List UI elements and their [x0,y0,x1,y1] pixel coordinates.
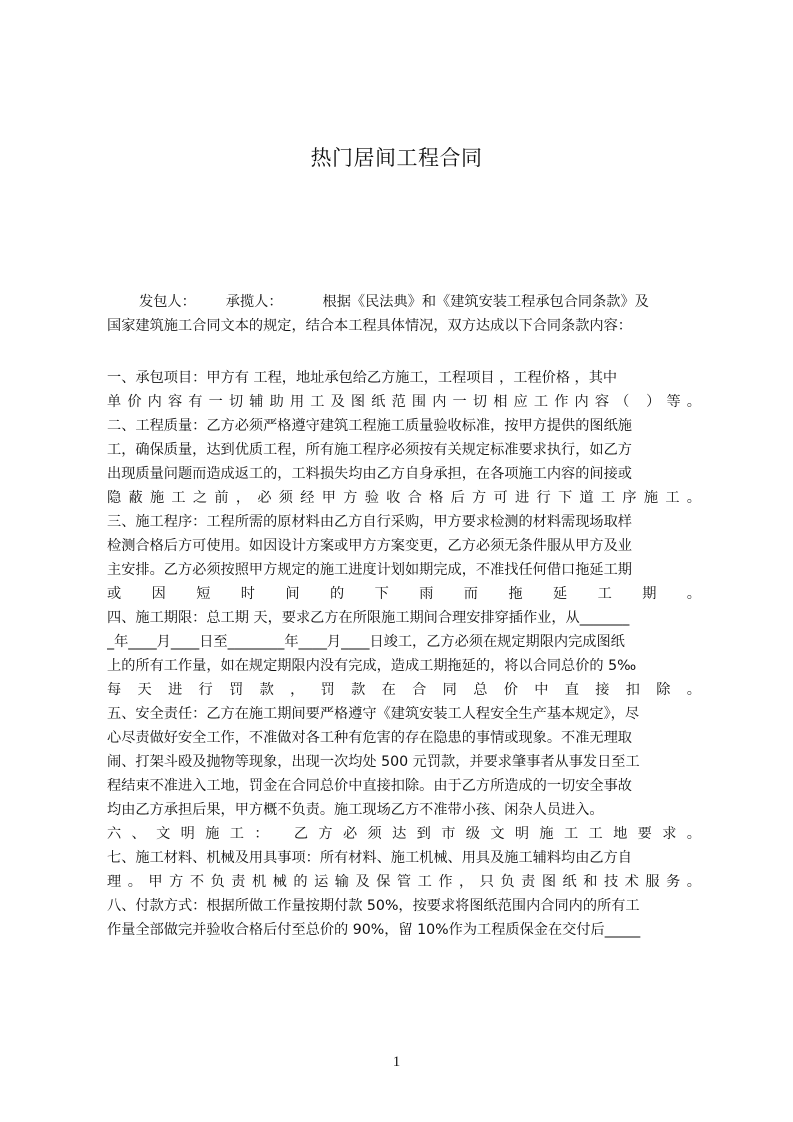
clause-line: 八、付款方式：根据所做工作量按期付款 50%，按要求将图纸范围内合同内的所有工 [107,898,640,914]
clause-line: 闹、打架斗殴及抛物等现象，出现一次均处 500 元罚款，并要求肇事者从事发日至工 [107,754,640,770]
clause-line: 三、施工程序：工程所需的原材料由乙方自行采购，甲方要求检测的材料需现场取样 [107,514,632,530]
clause-line: 理。甲方不负责机械的运输及保管工作，只负责图纸和技术服务。 [107,874,701,890]
intro-paragraph [107,290,701,338]
clause-line: 四、施工期限：总工期 天，要求乙方在所限施工期间合理安排穿插作业，从_______ [107,610,630,626]
intro-line-1 [107,290,701,314]
clause-line: 每天进行罚款，罚款在合同总价中直接扣除。 [107,682,701,698]
clause-line: 均由乙方承担后果，甲方概不负责。施工现场乙方不准带小孩、闲杂人员进入。 [107,802,604,818]
intro-line-2: 国家建筑施工合同文本的规定，结合本工程具体情况，双方达成以下合同条款内容： [107,318,632,334]
intro-line-1-text: 根据《民法典》和《建筑安装工程承包合同条款》及 [322,294,649,310]
clause-line: 主安排。乙方必须按照甲方规定的施工进度计划如期完成，不准找任何借口拖延工期 [107,562,632,578]
clause-line: 五、安全责任：乙方在施工期间要严格遵守《建筑安装工人程安全生产基本规定》，尽 [107,706,640,722]
clause-line: 心尽责做好安全工作，不准做对各工种有危害的存在隐患的事情或现象。不准无理取 [107,730,632,746]
document-title: 热门居间工程合同 [310,146,483,170]
clause-line: 出现质量问题而造成返工的，工料损失均由乙方自身承担，在各项施工内容的间接或 [107,466,632,482]
clause-line: 工，确保质量，达到优质工程，所有施工程序必须按有关规定标准要求执行，如乙方 [107,442,632,458]
clause-line: _年____月____日至________年____月____日竣工，乙方必须在规定期限内完成图纸 [107,634,625,650]
clause-line: 检测合格后方可使用。如因设计方案或甲方方案变更，乙方必须无条件服从甲方及业 [107,538,632,554]
clause-line: 上的所有工作量，如在规定期限内没有完成，造成工期拖延的，将以合同总价的 5‰ [107,658,637,674]
clause-line: 或因短时间的下雨而拖延工期。 [107,586,701,602]
clause-line: 单价内容有一切辅助用工及图纸范围内一切相应工作内容（ ）等。 [107,394,701,410]
contractor-label: 承揽人： [225,294,283,310]
clause-line: 七、施工材料、机械及用具事项：所有材料、施工机械、用具及施工辅料均由乙方自 [107,850,632,866]
clause-line: 二、工程质量：乙方必须严格遵守建筑工程施工质量验收标准，按甲方提供的图纸施 [107,418,632,434]
clause-line: 六、文明施工： 乙方必须达到市级文明施工工地要求。 [107,826,701,842]
clause-line: 一、承包项目：甲方有 工程，地址承包给乙方施工，工程项目 ，工程价格 ，其中 [107,370,618,386]
contract-clauses [107,366,701,942]
page-number: 1 [392,1054,401,1070]
clause-line: 隐蔽施工之前，必须经甲方验收合格后方可进行下道工序施工。 [107,490,701,506]
employer-label: 发包人： [139,294,196,310]
clause-line: 作量全部做完并验收合格后付至总价的 90%，留 10%作为工程质保金在交付后_____ [107,922,641,938]
clause-line: 程结束不准进入工地，罚金在合同总价中直接扣除。由于乙方所造成的一切安全事故 [107,778,632,794]
